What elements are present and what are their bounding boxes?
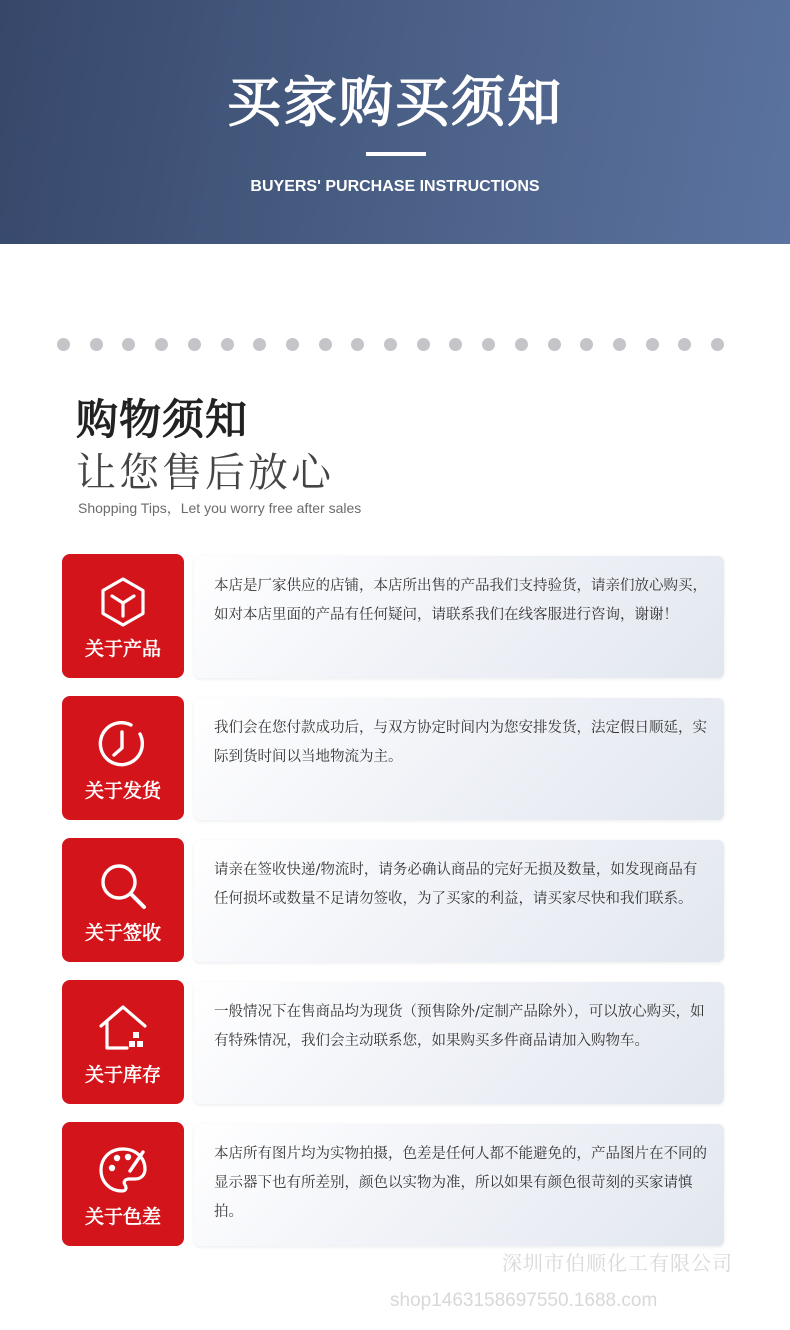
divider-dot xyxy=(351,338,364,351)
section-text: 本店是厂家供应的店铺，本店所出售的产品我们支持验货，请亲们放心购买，如对本店里面的产品有任何疑问，请联系我们在线客服进行咨询，谢谢！ xyxy=(214,578,707,623)
warehouse-icon xyxy=(97,1002,149,1054)
section-receipt xyxy=(62,838,724,962)
divider-dot xyxy=(548,338,561,351)
banner-subtitle: BUYERS' PURCHASE INSTRUCTIONS xyxy=(250,178,540,195)
section-product xyxy=(62,554,724,678)
tips-title: 购物须知 xyxy=(76,395,249,444)
magnifier-icon xyxy=(97,860,149,912)
section-shipping xyxy=(62,696,724,820)
section-tile xyxy=(62,1122,184,1246)
dot-divider xyxy=(57,338,733,352)
tips-slogan: 让您售后放心 xyxy=(76,450,334,496)
section-card xyxy=(194,982,724,1104)
box-icon xyxy=(97,576,149,628)
header-banner xyxy=(0,0,790,244)
section-text: 我们会在您付款成功后，与双方协定时间内为您安排发货，法定假日顺延，实际到货时间以当地物流为主。 xyxy=(214,720,707,765)
divider-dot xyxy=(253,338,266,351)
section-card xyxy=(194,698,724,820)
divider-dot xyxy=(319,338,332,351)
banner-divider xyxy=(366,152,426,156)
section-card xyxy=(194,840,724,962)
section-color xyxy=(62,1122,724,1246)
divider-dot xyxy=(711,338,724,351)
banner-title: 买家购买须知 xyxy=(227,71,563,134)
divider-dot xyxy=(482,338,495,351)
section-label: 关于库存 xyxy=(84,1064,161,1086)
divider-dot xyxy=(90,338,103,351)
section-inventory xyxy=(62,980,724,1104)
divider-dot xyxy=(384,338,397,351)
divider-dot xyxy=(646,338,659,351)
divider-dot xyxy=(57,338,70,351)
palette-icon xyxy=(97,1144,149,1196)
section-tile xyxy=(62,554,184,678)
divider-dot xyxy=(155,338,168,351)
section-label: 关于签收 xyxy=(84,922,161,944)
divider-dot xyxy=(286,338,299,351)
section-label: 关于产品 xyxy=(84,638,161,660)
clock-icon xyxy=(97,718,149,770)
section-text: 一般情况下在售商品均为现货（预售除外/定制产品除外），可以放心购买，如有特殊情况，我们会主动联系您，如果购买多件商品请加入购物车。 xyxy=(214,1004,705,1049)
watermark-shop-url: shop1463158697550.1688.com xyxy=(390,1290,658,1311)
watermark-company: 深圳市伯顺化工有限公司 xyxy=(502,1251,733,1275)
divider-dot xyxy=(188,338,201,351)
tips-english: Shopping Tips，Let you worry free after sales xyxy=(78,500,362,516)
section-tile xyxy=(62,980,184,1104)
divider-dot xyxy=(678,338,691,351)
section-tile xyxy=(62,696,184,820)
divider-dot xyxy=(449,338,462,351)
divider-dot xyxy=(417,338,430,351)
divider-dot xyxy=(122,338,135,351)
section-card xyxy=(194,556,724,678)
divider-dot xyxy=(613,338,626,351)
divider-dot xyxy=(221,338,234,351)
section-label: 关于发货 xyxy=(84,780,161,802)
section-text: 请亲在签收快递/物流时，请务必确认商品的完好无损及数量，如发现商品有任何损坏或数量不足请勿签收，为了买家的利益，请买家尽快和我们联系。 xyxy=(214,862,698,907)
divider-dot xyxy=(580,338,593,351)
section-tile xyxy=(62,838,184,962)
section-label: 关于色差 xyxy=(84,1206,161,1228)
section-card xyxy=(194,1124,724,1246)
section-text: 本店所有图片均为实物拍摄，色差是任何人都不能避免的，产品图片在不同的显示器下也有所差别，颜色以实物为准，所以如果有颜色很苛刻的买家请慎拍。 xyxy=(214,1146,707,1220)
divider-dot xyxy=(515,338,528,351)
